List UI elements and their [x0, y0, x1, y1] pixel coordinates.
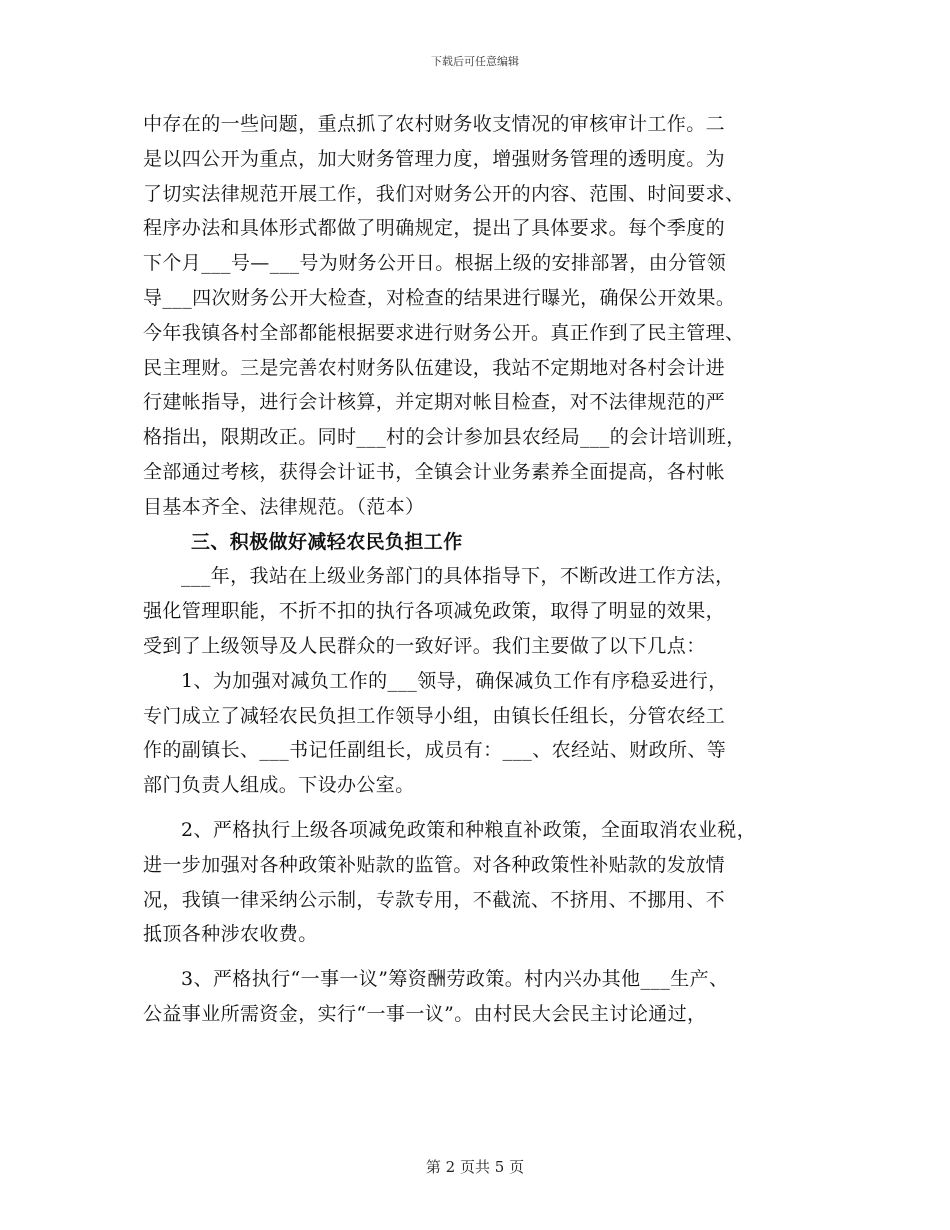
text-line: 1、为加强对减负工作的___领导，确保减负工作有序稳妥进行， — [181, 669, 728, 692]
text-line: 民主理财。三是完善农村财务队伍建设，我站不定期地对各村会计进 — [143, 356, 726, 379]
text-line: 导___四次财务公开大检查，对检查的结果进行曝光，确保公开效果。 — [143, 286, 736, 309]
text-line: 3、严格执行“一事一议”筹资酬劳政策。村内兴办其他___生产、 — [181, 968, 729, 991]
page-header: 下载后可任意编辑 — [431, 55, 519, 68]
text-line: 公益事业所需资金，实行“一事一议”。由村民大会民主讨论通过， — [143, 1002, 707, 1025]
text-line: 下个月___号—___号为财务公开日。根据上级的安排部署，由分管领 — [143, 252, 727, 275]
text-line: 中存在的一些问题，重点抓了农村财务收支情况的审核审计工作。二 — [143, 113, 726, 135]
text-line: 了切实法律规范开展工作，我们对财务公开的内容、范围、时间要求、 — [143, 182, 745, 205]
document-body — [143, 107, 823, 1032]
text-line: 格指出，限期改正。同时___村的会计参加县农经局___的会计培训班， — [143, 426, 746, 449]
text-line: 程序办法和具体形式都做了明确规定，提出了具体要求。每个季度的 — [143, 217, 726, 240]
text-line: 行建帐指导，进行会计核算，并定期对帐目检查，对不法律规范的严 — [143, 391, 726, 414]
text-line: 况，我镇一律采纳公示制，专款专用，不截流、不挤用、不挪用、不 — [143, 888, 726, 911]
text-line: 是以四公开为重点，加大财务管理力度，增强财务管理的透明度。为 — [143, 147, 726, 170]
page-footer: 第 2 页共 5 页 — [425, 1158, 525, 1176]
text-line: 全部通过考核，获得会计证书，全镇会计业务素养全面提高，各村帐 — [143, 460, 726, 483]
text-line: 目基本齐全、法律规范。（范本） — [143, 495, 425, 518]
text-line: 进一步加强对各种政策补贴款的监管。对各种政策性补贴款的发放情 — [143, 853, 726, 876]
text-line: 今年我镇各村全部都能根据要求进行财务公开。真正作到了民主管理、 — [143, 321, 745, 344]
text-line: 部门负责人组成。下设办公室。 — [143, 774, 415, 797]
text-line: 专门成立了减轻农民负担工作领导小组，由镇长任组长，分管农经工 — [143, 704, 726, 727]
section-heading: 三、积极做好减轻农民负担工作 — [191, 530, 463, 553]
text-line: 作的副镇长、___书记任副组长，成员有：___、农经站、财政所、等 — [143, 739, 727, 762]
text-line: ___年，我站在上级业务部门的具体指导下，不断改进工作方法， — [181, 565, 735, 588]
text-line: 受到了上级领导及人民群众的一致好评。我们主要做了以下几点： — [143, 634, 706, 657]
text-line: 抵顶各种涉农收费。 — [143, 923, 318, 946]
text-line: 2、严格执行上级各项减免政策和种粮直补政策，全面取消农业税， — [181, 818, 757, 841]
text-line: 强化管理职能，不折不扣的执行各项减免政策，取得了明显的效果， — [143, 600, 726, 623]
